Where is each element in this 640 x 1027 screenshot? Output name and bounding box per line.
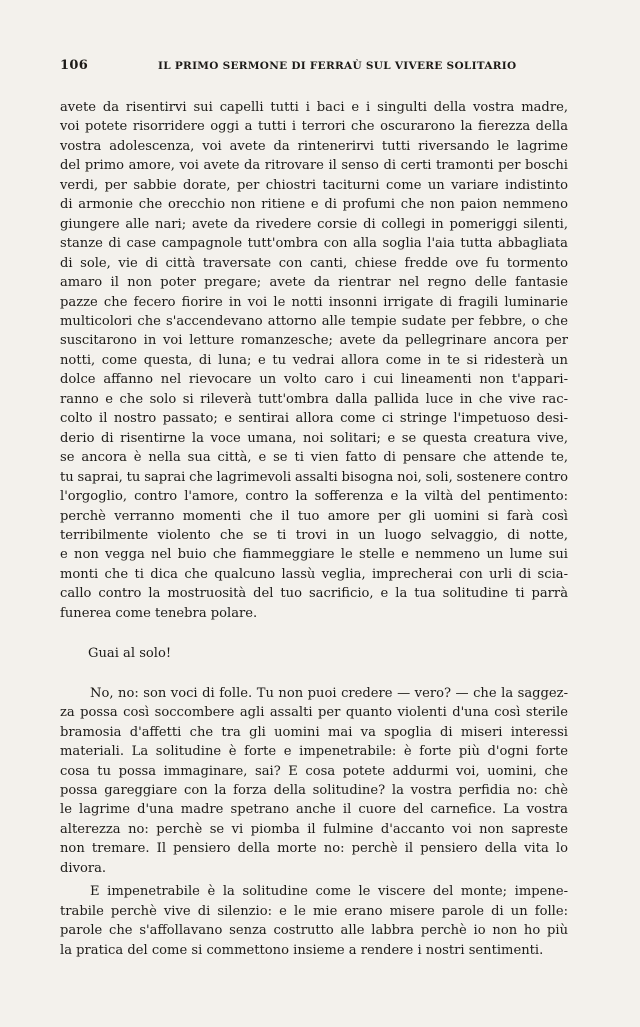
text-line: derio di risentirne la voce umana, noi solitari; e se questa creatura vive,	[60, 430, 568, 446]
text-line: non tremare. Il pensiero della morte no: perchè il pensiero della vita lo	[60, 841, 568, 857]
text-line: perchè verranno momenti che il tuo amore per gli uomini si farà così	[60, 508, 568, 524]
text-line: se ancora è nella sua città, e se ti vien fatto di pensare che attende te,	[60, 450, 568, 466]
text-line: avete da risentirvi sui capelli tutti i baci e i singulti della vostra madre,	[60, 100, 568, 115]
text-line: e non vegga nel buio che fiammeggiare le stelle e nemmeno un lume sui	[60, 547, 568, 563]
text-line: del primo amore, voi avete da ritrovare il senso di certi tramonti per boschi	[60, 158, 568, 174]
text-line: bramosia d'affetti che tra gli uomini mai va spoglia di miseri interessi	[60, 724, 568, 740]
text-line: colto il nostro passato; e sentirai allora come ci stringe l'impetuoso desi-	[60, 411, 568, 427]
text-line: possa gareggiare con la forza della solitudine? la vostra perfidia no: chè	[60, 782, 568, 798]
text-line: amaro il non poter pregare; avete da rientrar nel regno delle fantasie	[60, 275, 568, 291]
text-line: Guai al solo!	[88, 646, 172, 662]
text-line: suscitarono in voi letture romanzesche; avete da pellegrinare ancora per	[60, 333, 568, 349]
text-line: cosa tu possa immaginare, sai? E cosa potete addurmi voi, uomini, che	[60, 763, 568, 779]
text-line: dolce affanno nel rievocare un volto caro i cui lineamenti non t'appari-	[60, 372, 568, 388]
text-line: l'orgoglio, contro l'amore, contro la sofferenza e la viltà del pentimento:	[60, 489, 568, 505]
text-line: E impenetrabile è la solitudine come le viscere del monte; impene-	[90, 884, 568, 900]
exclamation-line	[60, 644, 568, 663]
text-line: monti che ti dica che qualcuno lassù veglia, imprecherai con urli di scia-	[60, 566, 568, 582]
text-line: verdi, per sabbie dorate, per chiostri taciturni come un variare indistinto	[60, 177, 568, 193]
text-line: giungere alle nari; avete da rivedere corsie di collegi in pomeriggi silenti,	[60, 216, 568, 232]
text-line: ranno e che solo si rileverà tutt'ombra dalla pallida luce in che vive rac-	[60, 391, 568, 407]
page-number: 106	[60, 58, 89, 73]
paragraph	[60, 98, 568, 623]
text-line: parole che s'affollavano senza costrutto alle labbra perchè io non ho più	[60, 923, 568, 939]
paragraph	[60, 684, 568, 879]
text-line: za possa così soccombere agli assalti per quanto violenti d'una così sterile	[60, 705, 568, 721]
text-line: vostra adolescenza, voi avete da rintenerirvi tutti riversando le lagrime	[60, 138, 568, 154]
running-title: IL PRIMO SERMONE DI FERRAÙ SUL VIVERE SOLITARIO	[158, 60, 517, 72]
text-line: divora.	[60, 860, 107, 876]
text-line: pazze che fecero fiorire in voi le notti insonni irrigate di fragili luminarie	[60, 294, 568, 310]
text-line: trabile perchè vive di silenzio: e le mie erano misere parole di un folle:	[60, 903, 568, 919]
text-line: di armonie che orecchio non ritiene e di profumi che non paion nemmeno	[60, 197, 568, 213]
page-body	[60, 98, 568, 960]
text-line: le lagrime d'una madre spetrano anche il cuore del carnefice. La vostra	[60, 802, 568, 818]
text-line: multicolori che s'accendevano attorno alle tempie sudate per febbre, o che	[60, 313, 568, 329]
text-line: notti, come questa, di luna; e tu vedrai allora come in te si ridesterà un	[60, 352, 568, 368]
text-line: la pratica del come si commettono insieme a rendere i nostri sentimenti.	[60, 942, 544, 958]
text-line: voi potete risorridere oggi a tutti i terrori che oscurarono la fierezza della	[60, 119, 568, 135]
text-line: alterezza no: perchè se vi piomba il fulmine d'accanto voi non sapreste	[60, 821, 568, 837]
text-line: materiali. La solitudine è forte e impenetrabile: è forte più d'ogni forte	[60, 744, 568, 760]
paragraph	[60, 882, 568, 960]
text-line: No, no: son voci di folle. Tu non puoi credere — vero? — che la saggez-	[90, 685, 568, 701]
text-line: di sole, vie di città traversate con canti, chiese fredde ove fu tormento	[60, 255, 568, 271]
page-header	[60, 58, 570, 78]
text-line: tu saprai, tu saprai che lagrimevoli assalti bisogna noi, soli, sostenere contro	[60, 469, 568, 485]
text-line: stanze di case campagnole tutt'ombra con alla soglia l'aia tutta abbagliata	[60, 236, 568, 252]
text-line: callo contro la mostruosità del tuo sacrificio, e la tua solitudine ti parrà	[60, 586, 568, 602]
text-line: funerea come tenebra polare.	[60, 605, 258, 621]
text-line: terribilmente violento che se ti trovi in un luogo selvaggio, di notte,	[60, 527, 568, 543]
